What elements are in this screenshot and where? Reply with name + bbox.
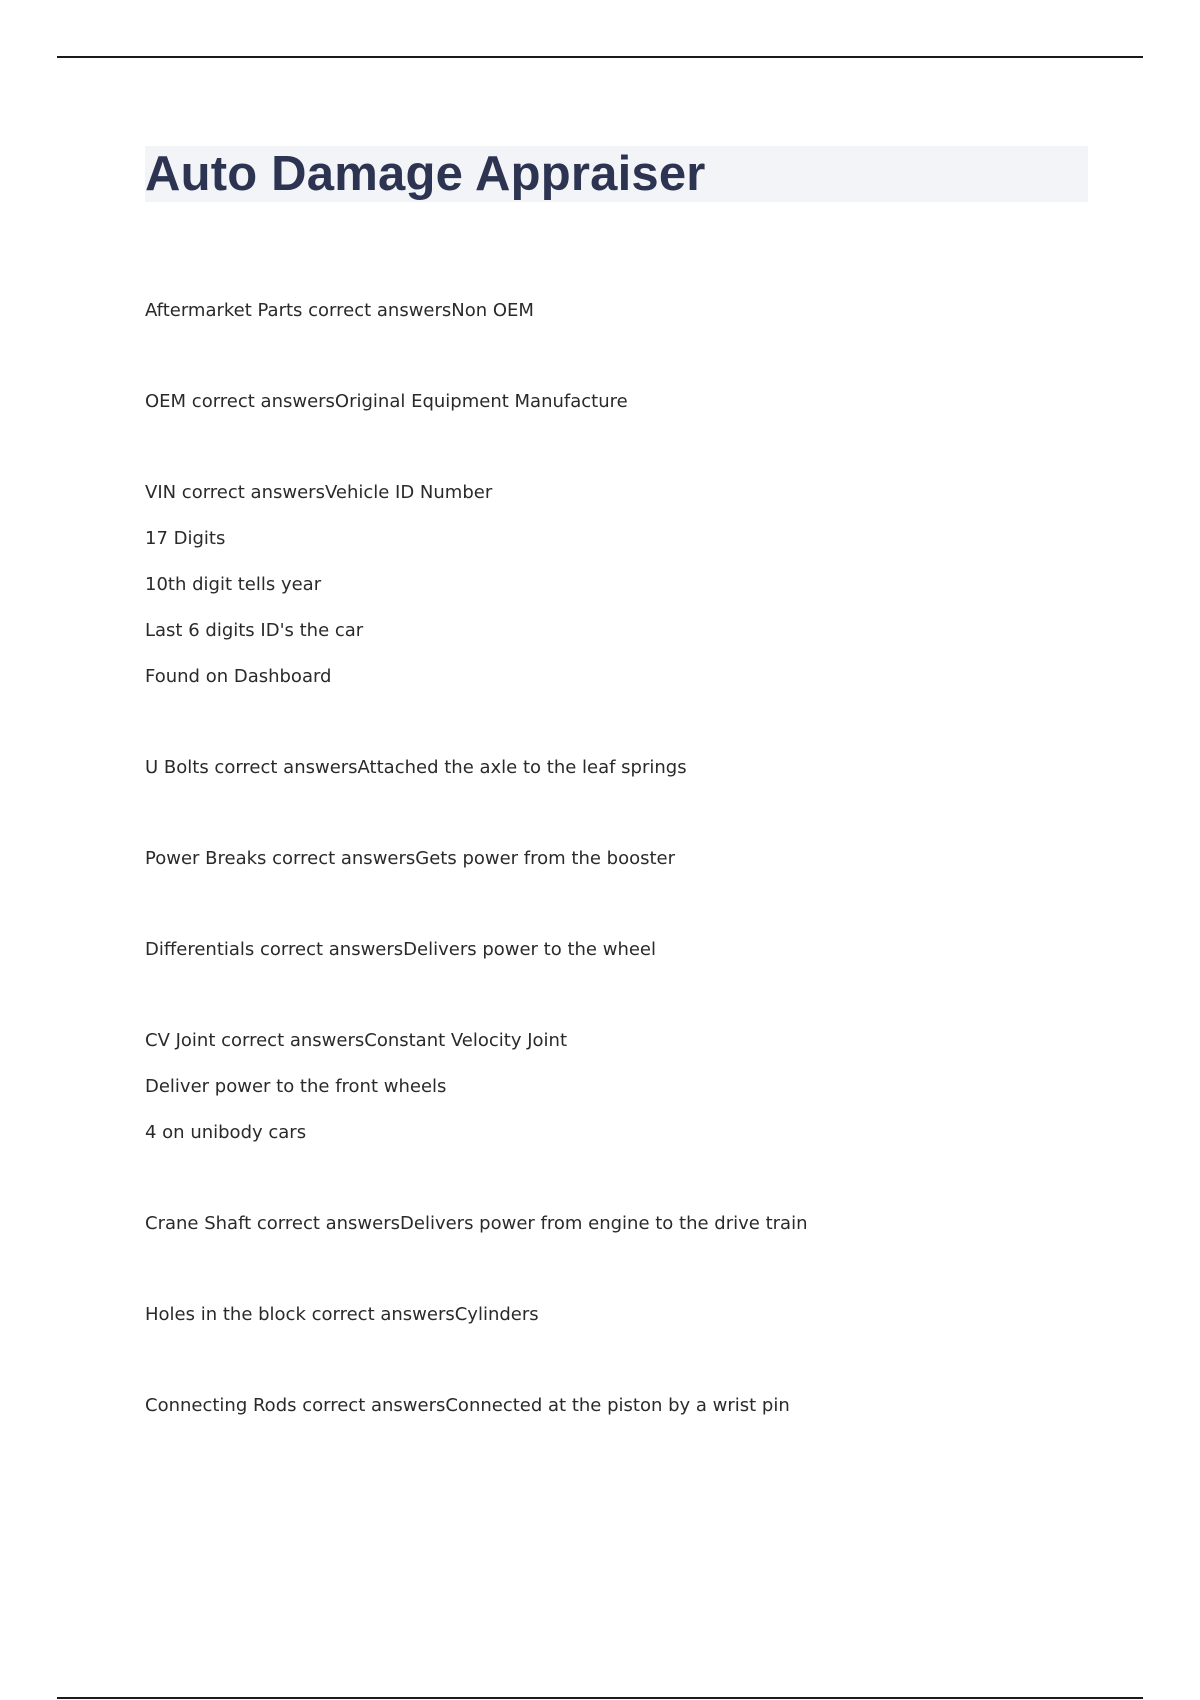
qa-entry xyxy=(145,927,1085,973)
qa-line: Deliver power to the front wheels xyxy=(145,1076,447,1097)
qa-line: Crane Shaft correct answersDelivers power from engine to the drive train xyxy=(145,1213,808,1234)
qa-line: U Bolts correct answersAttached the axle to the leaf springs xyxy=(145,757,687,778)
qa-entry xyxy=(145,1292,1085,1338)
qa-line: Found on Dashboard xyxy=(145,666,332,687)
qa-entry xyxy=(145,1018,1085,1156)
qa-line: Last 6 digits ID's the car xyxy=(145,620,364,641)
qa-line: 4 on unibody cars xyxy=(145,1122,307,1143)
qa-line: OEM correct answersOriginal Equipment Manufacture xyxy=(145,391,628,412)
qa-line: Holes in the block correct answersCylinders xyxy=(145,1304,539,1325)
qa-line: CV Joint correct answersConstant Velocity Joint xyxy=(145,1030,568,1051)
qa-entry xyxy=(145,379,1085,425)
qa-entry xyxy=(145,1201,1085,1247)
qa-entry xyxy=(145,288,1085,334)
footer-rule xyxy=(57,1697,1143,1699)
qa-line: 17 Digits xyxy=(145,528,226,549)
qa-line: Differentials correct answersDelivers power to the wheel xyxy=(145,939,657,960)
qa-entry xyxy=(145,836,1085,882)
qa-line: Connecting Rods correct answersConnected at the piston by a wrist pin xyxy=(145,1395,790,1416)
qa-line: 10th digit tells year xyxy=(145,574,322,595)
qa-list xyxy=(145,288,1085,1474)
qa-entry xyxy=(145,470,1085,700)
header-rule xyxy=(57,56,1143,58)
document-title: Auto Damage Appraiser xyxy=(145,147,706,201)
qa-entry xyxy=(145,1383,1085,1429)
qa-entry xyxy=(145,745,1085,791)
qa-line: VIN correct answersVehicle ID Number xyxy=(145,482,493,503)
qa-line: Aftermarket Parts correct answersNon OEM xyxy=(145,300,534,321)
qa-line: Power Breaks correct answersGets power from the booster xyxy=(145,848,676,869)
